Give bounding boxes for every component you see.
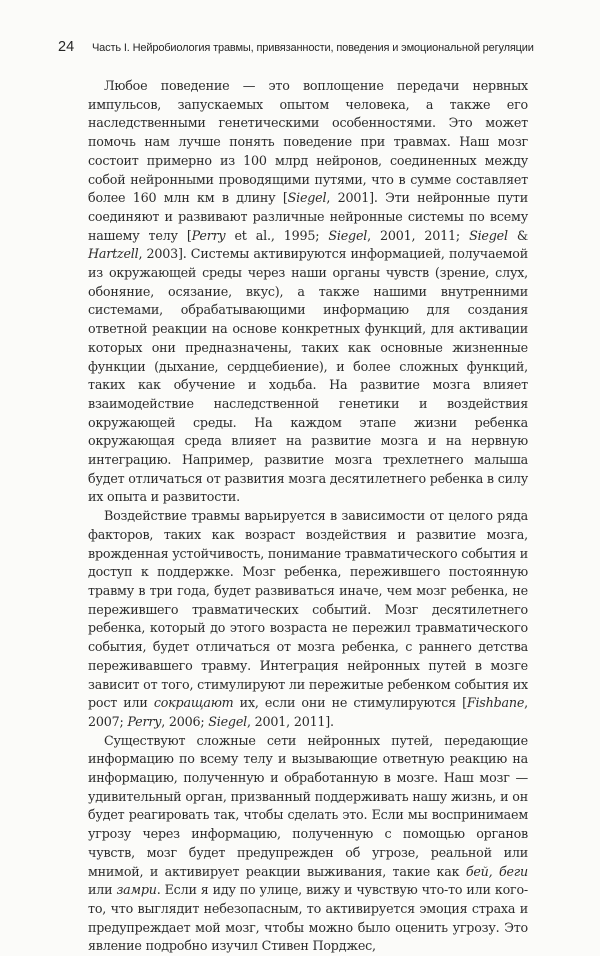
italic-text: бей, беги bbox=[465, 863, 528, 879]
text-run: , 2007; bbox=[88, 695, 528, 729]
italic-text: Siegel bbox=[469, 227, 508, 243]
text-run: Любое поведение — это воплощение передачи нервных импульсов, запускаемых опытом человека, а также его наследственными генетическими особенностями. Это может помочь нам лучше понять поведение при травмах. Наш мозг состоит примерно из 100 млрд нейронов, соединенных между собой нейронными проводящими путями, что в сумме составляет более 160 млн км в длину [ bbox=[88, 78, 528, 206]
italic-text: Perry bbox=[127, 713, 162, 729]
italic-text: Hartzell bbox=[88, 246, 139, 262]
text-run: et al., 1995; bbox=[225, 227, 329, 243]
text-run: , 2001]. Эти нейронные пути соединяют и развивают различные нейронные системы по всему нашему телу [ bbox=[88, 190, 528, 243]
italic-text: замри bbox=[116, 882, 157, 898]
page-number: 24 bbox=[58, 39, 75, 55]
italic-text: Siegel bbox=[208, 713, 247, 729]
text-run: & bbox=[507, 227, 528, 243]
text-run: Существуют сложные сети нейронных путей, передающие информацию по всему телу и вызывающие ответную реакцию на информацию, полученную и обработанную в мозге. Наш мозг — удивительный орган, призванный поддерживать нашу жизнь, и он будет реагировать так, чтобы сделать это. Если мы воспринимаем угрозу через информацию, полученную с помощью органов чувств, мозг будет предупрежден об угрозе, реальной или мнимой, и активирует реакции выживания, такие как bbox=[88, 732, 528, 879]
paragraph bbox=[88, 507, 528, 731]
italic-text: Siegel bbox=[287, 190, 327, 206]
text-run: или bbox=[88, 882, 117, 898]
page-header bbox=[58, 39, 554, 59]
text-run: , 2001, 2011]. bbox=[247, 713, 334, 729]
text-run: , 2001, 2011; bbox=[367, 227, 470, 243]
paragraph bbox=[88, 77, 528, 507]
paragraph bbox=[88, 732, 528, 956]
text-run: их, если они не стимулируются [ bbox=[233, 695, 467, 711]
body-text bbox=[88, 77, 528, 956]
text-run: Воздействие травмы варьируется в зависимости от целого ряда факторов, таких как возраст воздействия и развитие мозга, врожденная устойчивость, понимание травматического события и доступ к поддержке. Мозг ребенка, пережившего постоянную травму в три года, будет развиваться иначе, чем мозг ребенка, не пережившего травматических событий. Мозг десятилетнего ребенка, который до этого возраста не пережил травматического события, будет отличаться от мозга ребенка, с раннего детства переживавшего травму. Интеграция нейронных путей в мозге зависит от того, стимулируют ли пережитые ребенком события их рост или bbox=[88, 508, 528, 711]
text-run: . Если я иду по улице, вижу и чувствую что-то или кого-то, что выглядит небезопасным, то активируется эмоция страха и предупреждает мой мозг, чтобы можно было оценить угрозу. Это явление подробно изучил Стивен Порджес, bbox=[88, 882, 528, 954]
text-run: , 2003]. Системы активируются информацией, получаемой из окружающей среды через наши органы чувств (зрение, слух, обоняние, осязание, вкус), а также нашими внутренними системами, обрабатывающими информацию для создания ответной реакции на основе конкретных функций, для активации которых они предназначены, таких как основные жизненные функции (дыхание, сердцебиение), и более сложных функций, таких как обучение и ходьба. На развитие мозга влияет взаимодействие наследственной генетики и воздействия окружающей среды. На каждом этапе жизни ребенка окружающая среда влияет на развитие мозга и на нервную интеграцию. Например, развитие мозга трехлетнего малыша будет отличаться от развития мозга десятилетнего ребенка в силу их опыта и развитости. bbox=[88, 246, 528, 505]
italic-text: Perry bbox=[191, 227, 226, 243]
italic-text: Fishbane bbox=[466, 695, 525, 711]
running-head: Часть I. Нейробиология травмы, привязанности, поведения и эмоциональной регуляции bbox=[92, 42, 534, 54]
text-run: , 2006; bbox=[161, 713, 209, 729]
italic-text: сокращают bbox=[153, 695, 234, 711]
italic-text: Siegel bbox=[328, 227, 368, 243]
